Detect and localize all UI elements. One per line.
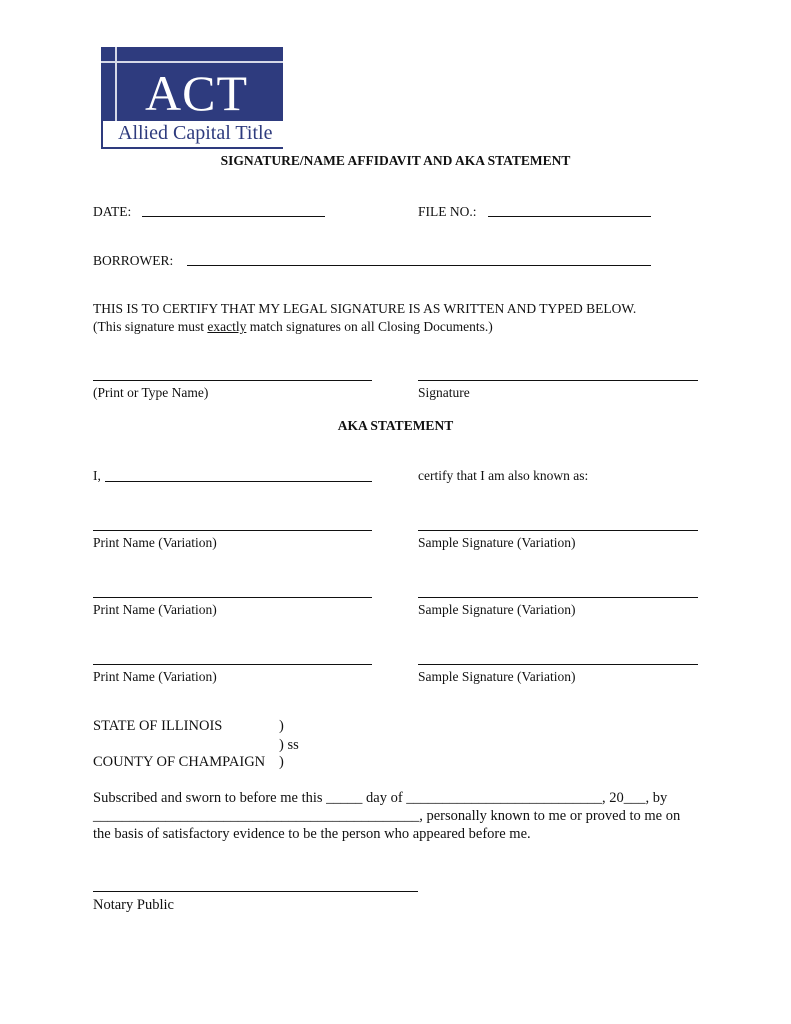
- venue-paren: ): [279, 718, 284, 734]
- certify-note: (This signature must exactly match signatures on all Closing Documents.): [93, 319, 493, 334]
- jurat-line: _____________________________________________, personally known to me or proved to me on: [93, 808, 681, 824]
- variation-signature-field[interactable]: [418, 597, 698, 598]
- jurat-line: the basis of satisfactory evidence to be the person who appeared before me.: [93, 826, 531, 842]
- aka-certify-text: certify that I am also known as:: [418, 468, 589, 483]
- venue-county: COUNTY OF CHAMPAIGN: [93, 754, 266, 770]
- date-label: DATE:: [93, 204, 132, 219]
- signature-label: Signature: [418, 385, 470, 400]
- variation-signature-field[interactable]: [418, 530, 698, 531]
- jurat-line: Subscribed and sworn to before me this _____ day of ___________________________, 20___, by: [93, 790, 668, 806]
- document-title: SIGNATURE/NAME AFFIDAVIT AND AKA STATEMENT: [220, 153, 571, 168]
- variation-print-label: Print Name (Variation): [93, 535, 217, 550]
- variation-print-label: Print Name (Variation): [93, 669, 217, 684]
- logo-mark: [101, 47, 283, 121]
- notary-signature-field[interactable]: [93, 891, 418, 892]
- venue-paren: ): [279, 754, 284, 770]
- borrower-field[interactable]: [187, 265, 651, 266]
- variation-signature-label: Sample Signature (Variation): [418, 535, 576, 550]
- file-no-field[interactable]: [488, 216, 651, 217]
- variation-print-label: Print Name (Variation): [93, 602, 217, 617]
- notary-label: Notary Public: [93, 897, 174, 913]
- print-name-label: (Print or Type Name): [93, 385, 209, 400]
- venue-state: STATE OF ILLINOIS: [93, 718, 223, 734]
- aka-i-label: I,: [93, 468, 101, 483]
- variation-print-field[interactable]: [93, 664, 372, 665]
- logo-acronym: ACT: [145, 65, 248, 121]
- company-logo: [101, 47, 283, 150]
- date-field[interactable]: [142, 216, 325, 217]
- borrower-label: BORROWER:: [93, 253, 174, 268]
- venue-ss: ) ss: [279, 737, 299, 753]
- aka-heading: AKA STATEMENT: [337, 418, 454, 433]
- variation-signature-field[interactable]: [418, 664, 698, 665]
- signature-field[interactable]: [418, 380, 698, 381]
- logo-company-name: Allied Capital Title: [118, 122, 273, 144]
- aka-name-field[interactable]: [105, 481, 372, 482]
- print-name-field[interactable]: [93, 380, 372, 381]
- variation-print-field[interactable]: [93, 597, 372, 598]
- certify-statement: THIS IS TO CERTIFY THAT MY LEGAL SIGNATURE IS AS WRITTEN AND TYPED BELOW.: [93, 301, 637, 316]
- variation-signature-label: Sample Signature (Variation): [418, 602, 576, 617]
- variation-signature-label: Sample Signature (Variation): [418, 669, 576, 684]
- file-no-label: FILE NO.:: [418, 204, 477, 219]
- variation-print-field[interactable]: [93, 530, 372, 531]
